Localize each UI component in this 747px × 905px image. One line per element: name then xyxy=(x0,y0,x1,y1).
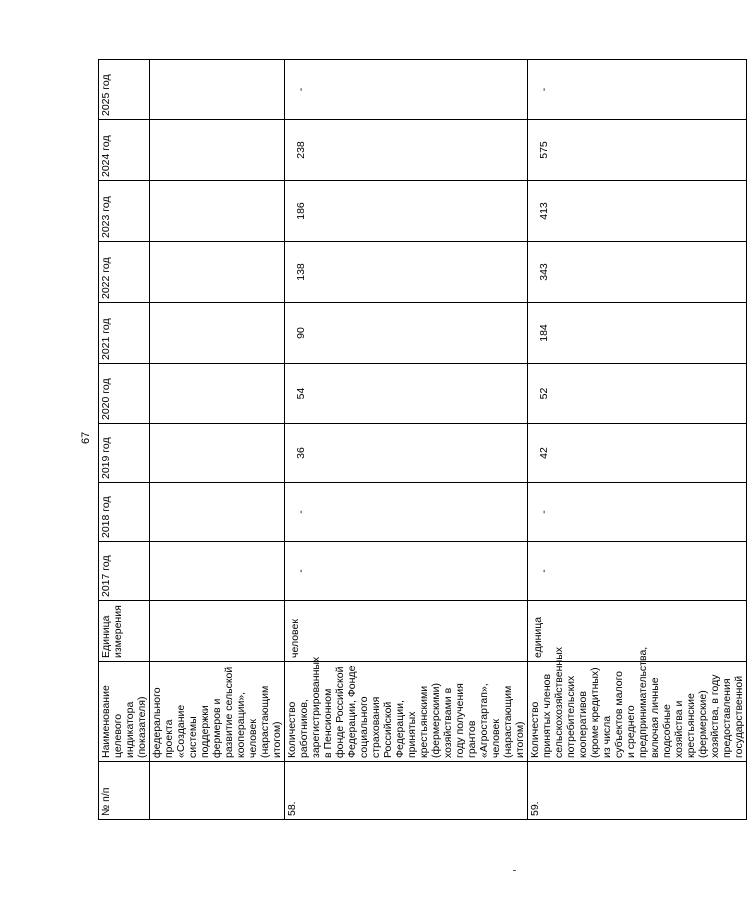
value-2018 xyxy=(150,483,285,542)
row-name: Количество принятых членов сельскохозяйственных потребительских кооперативов (кроме кредитных) из числа субъектов малого и среднего предпринимательства, включая личные подсобные хозяйства и крестьянские (фермерские) хозяйства, в году предоставления государственной xyxy=(528,662,747,762)
value-2022: 343 xyxy=(528,242,747,303)
header-2019: 2019 год xyxy=(99,424,150,483)
value-2023: 413 xyxy=(528,181,747,242)
value-2017: - xyxy=(285,542,528,601)
row-num: 59. xyxy=(528,762,747,820)
page-number: 67 xyxy=(80,431,92,444)
table-row xyxy=(285,60,528,820)
header-2023: 2023 год xyxy=(99,181,150,242)
row-num xyxy=(150,762,285,820)
table-row xyxy=(528,60,747,820)
header-2024: 2024 год xyxy=(99,120,150,181)
value-2019 xyxy=(150,424,285,483)
row-unit: человек xyxy=(285,601,528,662)
value-2021: 184 xyxy=(528,303,747,364)
value-2024: 575 xyxy=(528,120,747,181)
header-num: № п/п xyxy=(99,762,150,820)
header-2021: 2021 год xyxy=(99,303,150,364)
header-2025: 2025 год xyxy=(99,60,150,120)
value-2023 xyxy=(150,181,285,242)
value-2020 xyxy=(150,364,285,424)
value-2017: - xyxy=(528,542,747,601)
value-2018: - xyxy=(285,483,528,542)
value-2025: - xyxy=(285,60,528,120)
indicator-table xyxy=(98,59,747,820)
row-num: 58. xyxy=(285,762,528,820)
rotated-table-container xyxy=(98,60,745,820)
row-name: Количество работников, зарегистрированных в Пенсионном фонде Российской Федерации, Фонде социального страхования Российской Федерации, принятых крестьянскими (фермерскими) хозяйствами в году получения грантов «Агростартап», человек (нарастающим итогом) xyxy=(285,662,528,762)
table-header-row xyxy=(99,60,150,820)
row-unit: единица xyxy=(528,601,747,662)
value-2017 xyxy=(150,542,285,601)
value-2024: 238 xyxy=(285,120,528,181)
header-2018: 2018 год xyxy=(99,483,150,542)
value-2023: 186 xyxy=(285,181,528,242)
header-2017: 2017 год xyxy=(99,542,150,601)
value-2022 xyxy=(150,242,285,303)
header-2020: 2020 год xyxy=(99,364,150,424)
value-2024 xyxy=(150,120,285,181)
value-2025 xyxy=(150,60,285,120)
value-2018: - xyxy=(528,483,747,542)
value-2020: 52 xyxy=(528,364,747,424)
scan-mark xyxy=(513,870,516,871)
header-2022: 2022 год xyxy=(99,242,150,303)
value-2019: 42 xyxy=(528,424,747,483)
row-name: федерального проекта «Создание системы поддержки фермеров и развитие сельской кооперации», человек (нарастающим итогом) xyxy=(150,662,285,762)
value-2021 xyxy=(150,303,285,364)
header-unit: Единица измерения xyxy=(99,601,150,662)
value-2025: - xyxy=(528,60,747,120)
value-2021: 90 xyxy=(285,303,528,364)
value-2020: 54 xyxy=(285,364,528,424)
value-2019: 36 xyxy=(285,424,528,483)
value-2022: 138 xyxy=(285,242,528,303)
header-name: Наименование целевого индикатора (показателя) xyxy=(99,662,150,762)
table-row xyxy=(150,60,285,820)
row-unit xyxy=(150,601,285,662)
